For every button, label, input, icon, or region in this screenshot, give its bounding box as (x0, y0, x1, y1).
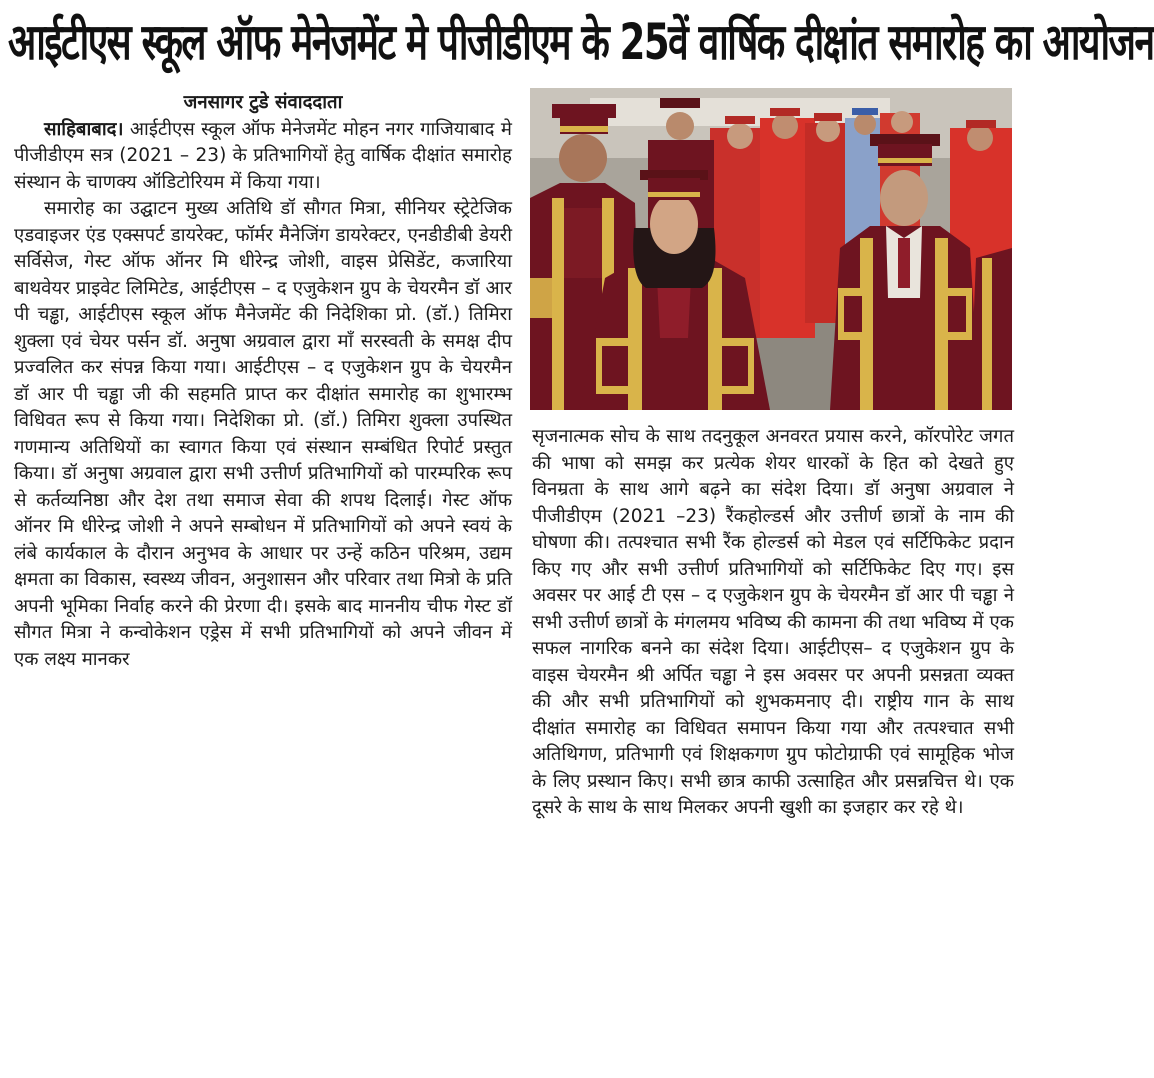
ceremony-photo (530, 88, 1012, 410)
dateline: साहिबाबाद। (44, 118, 124, 140)
article-column-right (532, 424, 1014, 1076)
headline: आईटीएस स्कूल ऑफ मेनेजमेंट मे पीजीडीएम के 25वें वार्षिक दीक्षांत समारोह का आयोजन (8, 13, 1154, 72)
article-paragraph-2: समारोह का उद्घाटन मुख्य अतिथि डॉ सौगत मित्रा, सीनियर स्ट्रेटेजिक एडवाइजर एंड एक्सपर्ट डायरेक्ट, फॉर्मर मैनेजिंग डायरेक्टर, एनडीडीबी डेयरी सर्विसेज, गेस्ट ऑफ ऑनर मि धीरेन्द्र जोशी, वाइस प्रेसिडेंट, कजारिया बाथवेयर प्राइवेट लिमिटेड, आईटीएस – द एजुकेशन ग्रुप के चेयरमैन डॉ आर पी चड्ढा, आईटीएस स्कूल ऑफ मैनेजमेंट की निदेशिका प्रो. (डॉ.) तिमिरा शुक्ला एवं चेयर पर्सन डॉ. अनुषा अग्रवाल द्वारा माँ सरस्वती के समक्ष दीप प्रज्वलित कर संपन्न किया गया। आईटीएस – द एजुकेशन ग्रुप के चेयरमैन डॉ आर पी चड्ढा जी की सहमति प्राप्त कर दीक्षांत समारोह का शुभारम्भ विधिवत रूप से किया गया। निदेशिका प्रो. (डॉ.) तिमिरा शुक्ला उपस्थित गणमान्य अतिथियों का स्वागत किया एवं संस्थान सम्बंधित रिपोर्ट प्रस्तुत किया। डॉ अनुषा अग्रवाल द्वारा सभी उत्तीर्ण प्रतिभागियों को पारम्परिक रूप से कर्तव्यनिष्ठा और देश तथा समाज सेवा की शपथ दिलाई। गेस्ट ऑफ ऑनर मि धीरेन्द्र जोशी ने अपने सम्बोधन में प्रतिभागियों को अपने स्वयं के लंबे कार्यकाल के दौरान अनुभव के आधार पर उन्हें कठिन परिश्रम, उद्यम क्षमता का विकास, स्वस्थ्य जीवन, अनुशासन और परिवार तथा मित्रो के प्रति अपनी भूमिका निर्वाह करने की प्रेरणा दी। इसके बाद माननीय चीफ गेस्ट डॉ सौगत मित्रा ने कन्वोकेशन एड्रेस में सभी प्रतिभागियों को अपने जीवन में एक लक्ष्य मानकर (14, 198, 512, 670)
article-paragraph-3: सृजनात्मक सोच के साथ तदनुकूल अनवरत प्रयास करने, कॉरपोरेट जगत की भाषा को समझ कर प्रत्येक शेयर धारकों के हित को देखते हुए विनम्रता के साथ आगे बढ़ने का संदेश दिया। डॉ अनुषा अग्रवाल ने पीजीडीएम (2021 –23) रैंकहोल्डर्स और उत्तीर्ण छात्रों के नाम की घोषणा की। तत्पश्चात सभी रैंक होल्डर्स को मेडल एवं सर्टिफिकेट प्रदान किए गए और सभी उत्तीर्ण प्रतिभागियों को सर्टिफिकेट दिए गए। इस अवसर पर आई टी एस – द एजुकेशन ग्रुप के चेयरमैन डॉ आर पी चड्ढा ने सभी उत्तीर्ण छात्रों के मंगलमय भविष्य की कामना की तथा भविष्य में एक सफल नागरिक बनने का संदेश दिया। आईटीएस– द एजुकेशन ग्रुप के वाइस चेयरमैन श्री अर्पित चड्ढा ने इस अवसर पर अपनी प्रसन्नता व्यक्त की और सभी प्रतिभागियों को शुभकमनाए दी। राष्ट्रीय गान के साथ दीक्षांत समारोह का विधिवत समापन किया गया और तत्पश्चात सभी अतिथिगण, प्रतिभागी एवं शिक्षकगण ग्रुप फोटोग्राफी एवं सामूहिक भोज के लिए प्रस्थान किए। सभी छात्र काफी उत्साहित और प्रसन्नचित्त थे। एक दूसरे के साथ के साथ मिलकर अपनी खुशी का इजहार कर रहे थे। (532, 426, 1014, 818)
article-paragraph-1-text: आईटीएस स्कूल ऑफ मेनेजमेंट मोहन नगर गाजियाबाद मे पीजीडीएम सत्र (2021 – 23) के प्रतिभागियों हेतु वार्षिक दीक्षांत समारोह संस्थान के चाणक्य ऑडिटोरियम में किया गया। (14, 118, 512, 193)
byline: जनसागर टुडे संवाददाता (183, 92, 343, 113)
article-paragraph-1 (14, 117, 512, 197)
article-column-left (14, 90, 512, 1075)
